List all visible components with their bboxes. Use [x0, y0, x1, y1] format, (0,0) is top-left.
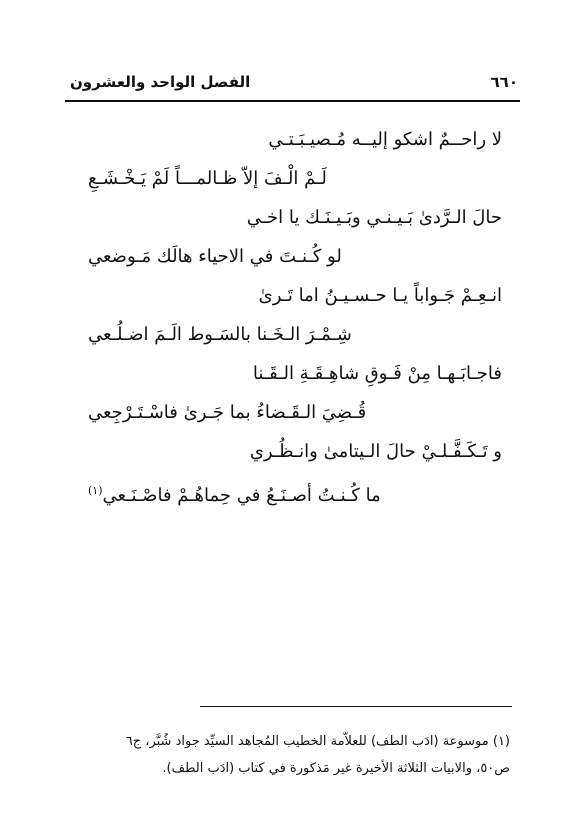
- verse-text: انـعِـمْ جَـواباً يـا حـسـيـنُ اما تَـرىٰ: [258, 285, 502, 306]
- poem-verse: [60, 237, 510, 276]
- footnote-line: ص٥٠، والابيات الثلاثة الأخيرة غير مَذكورة في كتاب (ادَب الطف).: [162, 761, 510, 776]
- poem-verse: [60, 159, 510, 198]
- poem-verse: [60, 276, 510, 315]
- verse-text: شِـمْـرَ الـخَـنا بالسَـوط الَـمَ اضـلُـعي: [88, 324, 352, 345]
- poem-verse: [60, 315, 510, 354]
- verse-text: قُـضِيَ الـقَـضاءُ بما جَـرىٰ فاسْـتَـرْجِعي: [88, 402, 367, 423]
- chapter-title: الفصل الواحد والعشرون: [70, 73, 251, 91]
- verse-text: فاجـابَـهـا مِنْ فَـوقِ شاهِـقَـةِ الـقَـنا: [252, 363, 502, 384]
- poem-verse: [60, 198, 510, 237]
- header-rule: [65, 100, 520, 102]
- poem-verse: [60, 120, 510, 159]
- verse-text: لَـمْ الْـفَ إلاّ ظـالمـــاً لَمْ يَـخْـشَـعِ: [88, 168, 327, 189]
- footnote-marker[interactable]: (١): [88, 484, 103, 497]
- footnotes: [80, 728, 510, 782]
- verse-text: حالَ الـرَّدىٰ بَـيـنـي وبَـيـنَـك يا اخـي: [246, 207, 502, 228]
- poem-verse: [60, 354, 510, 393]
- page-number: ٦٦٠: [490, 73, 518, 91]
- verse-text: و تَـكَـفَّـلـيْ حالَ الـيتامىٰ وانـظُـري: [249, 441, 502, 462]
- poem-verse: [60, 432, 510, 471]
- poem-verse: [60, 471, 510, 510]
- poem-verse: [60, 393, 510, 432]
- verse-text: لو كُـنـتَ في الاحياء هالَك مَـوضعي: [88, 246, 342, 267]
- footnote-line: (١) موسوعة (ادَب الطف) للعلاّمة الخطيب المُجاهد السيِّد جواد شُبَّر، ج٦: [125, 734, 510, 749]
- page-header: [70, 68, 518, 96]
- verse-text-body: ما كُـنـتُ أصـنَـعُ في حِماهُـمْ فاصْـنَـعي: [102, 485, 381, 506]
- poem: [60, 120, 510, 510]
- verse-text: [88, 485, 381, 506]
- verse-text: لا راحــمٌ اشكو إليــه مُـصيـبَـتـي: [268, 129, 502, 150]
- footnote-rule: [200, 706, 512, 707]
